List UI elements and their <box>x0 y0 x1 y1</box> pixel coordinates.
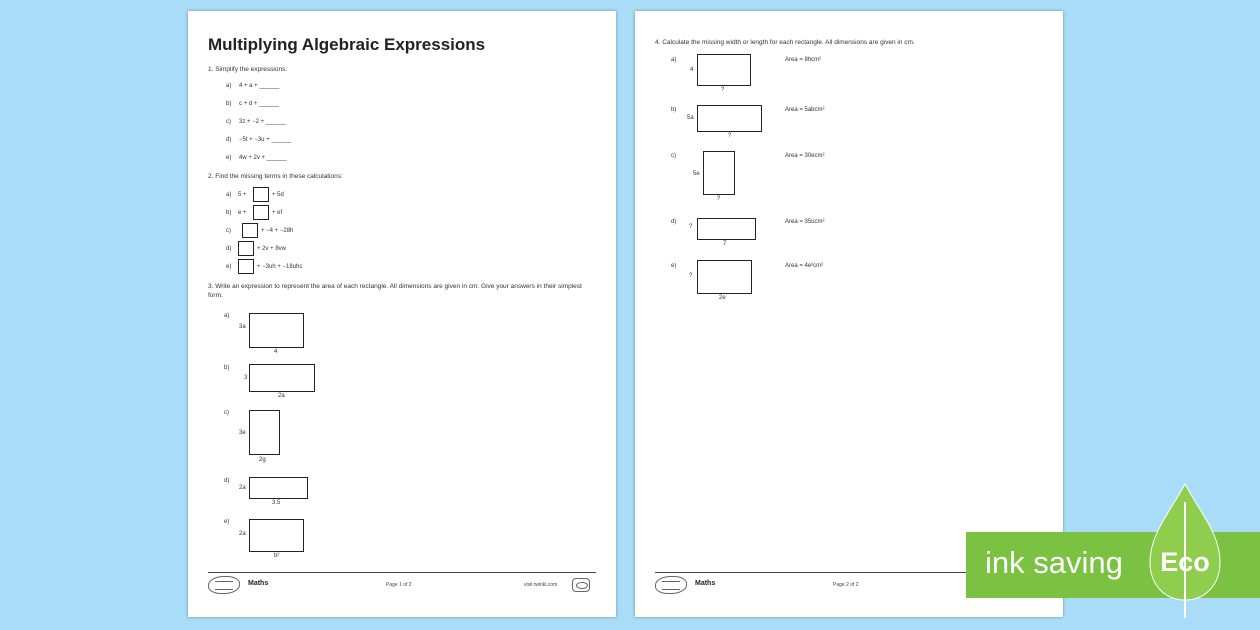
footer-subject: Maths <box>695 580 716 587</box>
q1-prompt: 1. Simplify the expressions: <box>208 66 288 73</box>
answer-box[interactable] <box>238 241 254 256</box>
twinkl-badge-icon <box>572 578 590 592</box>
area-label: Area = 5abcm² <box>785 107 825 113</box>
rect-bottom-label: 2g <box>259 457 266 463</box>
q2-item-label: e) <box>226 264 232 270</box>
q3-item-label: c) <box>224 410 229 416</box>
footer-page-number: Page 1 of 2 <box>386 582 412 588</box>
answer-box[interactable] <box>253 205 269 220</box>
eco-badge-text: Eco <box>1160 547 1210 577</box>
rect-bottom-label: 7 <box>723 241 727 247</box>
q4-item-label: b) <box>671 107 677 113</box>
q2-item-post: + −4 + −28h <box>261 228 294 234</box>
rect-bottom-label: ? <box>728 133 732 139</box>
footer-divider <box>208 572 596 573</box>
q2-item-label: d) <box>226 246 232 252</box>
q1-item-label: e) <box>226 155 232 161</box>
eco-leaf-icon <box>1148 482 1222 620</box>
q2-item-post: + 2v + 8vw <box>257 246 287 252</box>
rect-side-label: 3a <box>239 324 246 330</box>
footer-subject: Maths <box>248 580 269 587</box>
rect-bottom-label: ? <box>721 87 725 93</box>
rectangle <box>249 519 304 552</box>
q1-item-label: c) <box>226 119 231 125</box>
q1-item-expr: 3z + −2 + ______ <box>239 119 286 125</box>
rect-side-label: 2a <box>239 531 246 537</box>
worksheet-title: Multiplying Algebraic Expressions <box>208 35 486 54</box>
answer-box[interactable] <box>242 223 258 238</box>
q4-prompt: 4. Calculate the missing width or length for each rectangle. All dimensions are given in cm. <box>655 39 915 46</box>
worksheet-page-1 <box>188 11 616 617</box>
ink-saving-text: ink saving <box>985 545 1123 580</box>
q2-item-label: a) <box>226 192 232 198</box>
q1-item-expr: 4w + 2v + ______ <box>239 155 287 161</box>
rect-bottom-label: b² <box>274 553 280 559</box>
q4-item-label: a) <box>671 57 677 63</box>
rect-side-label: 3e <box>239 430 246 436</box>
rectangle <box>697 218 756 240</box>
rectangle <box>697 105 762 132</box>
q2-item-post: + −3uh + −18uhc <box>257 264 303 270</box>
rect-bottom-label: 2a <box>278 393 285 399</box>
twinkl-logo-icon <box>655 576 687 594</box>
rectangle <box>249 410 280 455</box>
q2-item-label: c) <box>226 228 231 234</box>
rect-side-label: 4 <box>690 67 694 73</box>
q4-item-label: c) <box>671 153 676 159</box>
q1-item-expr: −5t + −3u + ______ <box>239 137 292 143</box>
rectangle <box>249 313 304 348</box>
rectangle <box>697 54 751 86</box>
q1-item-label: b) <box>226 101 232 107</box>
rectangle <box>249 364 315 392</box>
footer-site: visit twinkl.com <box>524 582 558 588</box>
rectangle <box>703 151 735 195</box>
rect-side-label: ? <box>689 273 693 279</box>
area-label: Area = 8hcm² <box>785 57 822 63</box>
q2-item-post: + 5d <box>272 192 284 198</box>
q1-item-label: d) <box>226 137 232 143</box>
rect-side-label: 2a <box>239 485 246 491</box>
rect-side-label: 5e <box>693 171 700 177</box>
q4-item-label: d) <box>671 219 677 225</box>
q2-item-post: + ef <box>272 210 283 216</box>
q3-item-label: a) <box>224 313 230 319</box>
area-label: Area = 4e²cm² <box>785 263 824 269</box>
rect-bottom-label: 4 <box>274 349 278 355</box>
rect-bottom-label: 2e <box>719 295 726 301</box>
q2-item-pre: e + <box>238 210 247 216</box>
q3-item-label: e) <box>224 519 230 525</box>
twinkl-logo-icon <box>208 576 240 594</box>
rectangle <box>697 260 752 294</box>
rect-side-label: 5a <box>687 115 694 121</box>
answer-box[interactable] <box>238 259 254 274</box>
area-label: Area = 30ecm² <box>785 153 825 159</box>
q1-item-expr: c + d + ______ <box>239 101 280 107</box>
answer-box[interactable] <box>253 187 269 202</box>
q1-item-label: a) <box>226 83 232 89</box>
rectangle <box>249 477 308 499</box>
footer-page-number: Page 2 of 2 <box>833 582 859 588</box>
rect-bottom-label: 3.5 <box>272 500 281 506</box>
q2-item-label: b) <box>226 210 232 216</box>
rect-side-label: 3 <box>244 375 248 381</box>
rect-side-label: ? <box>689 224 693 230</box>
q1-item-expr: 4 + a + ______ <box>239 83 280 89</box>
q3-item-label: d) <box>224 478 230 484</box>
q2-prompt: 2. Find the missing terms in these calculations: <box>208 173 343 180</box>
rect-bottom-label: ? <box>717 196 721 202</box>
q4-item-label: e) <box>671 263 677 269</box>
worksheet-page-2 <box>635 11 1063 617</box>
q3-prompt: 3. Write an expression to represent the area of each rectangle. All dimensions are given in cm. Give your answers in their simplest form. <box>208 283 582 299</box>
q3-item-label: b) <box>224 365 230 371</box>
area-label: Area = 35ucm² <box>785 219 825 225</box>
q2-item-pre: 5 + <box>238 192 247 198</box>
